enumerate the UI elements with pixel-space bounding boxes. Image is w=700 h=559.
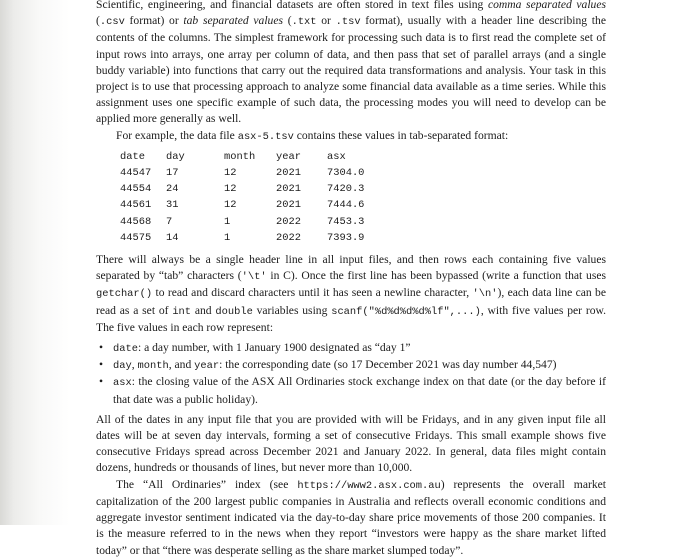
table-cell: 24 (166, 183, 179, 196)
table-cell: 7453.3 (327, 215, 365, 228)
table-cell: 44561 (120, 199, 152, 212)
table-cell: 2021 (276, 183, 301, 196)
table-cell: 44547 (120, 167, 152, 180)
code-txt-ext: .txt (291, 16, 317, 29)
table-header-cell: asx (327, 150, 346, 163)
table-cell: 2022 (276, 231, 301, 244)
code-scanf: scanf("%d%d%d%d%lf",...) (331, 305, 481, 318)
code-double: double (215, 305, 253, 318)
paragraph-example: For example, the data file asx-5.tsv contains these values in tab-separated format: (116, 128, 509, 143)
table-cell: 44575 (120, 231, 152, 244)
table-cell: 44554 (120, 183, 152, 196)
code-tsv-ext: .tsv (335, 16, 361, 29)
table-cell: 7393.9 (327, 231, 365, 244)
table-cell: 1 (224, 231, 231, 244)
code-date: date (113, 343, 138, 356)
table-header-cell: date (120, 150, 145, 163)
code-month: month (137, 360, 169, 373)
code-asx: asx (113, 377, 132, 390)
table-cell: 12 (224, 199, 237, 212)
paragraph-fridays: All of the dates in any input file that you are provided with will be Fridays, and in any given input file all dates will be at seven day intervals, forming a set of consecutive Fridays. This small example shows five consecutive Fridays spread across December 2021 and January 2022. In general, data files might contain dozens, hundreds or thousands of lines, but never more than 10,000. (96, 412, 606, 475)
code-newline-char: '\n' (472, 288, 498, 301)
table-row (120, 214, 387, 230)
emphasis-csv: comma separated values (487, 0, 606, 11)
code-year: year (194, 360, 220, 373)
table-cell: 2022 (276, 215, 301, 228)
table-row (120, 197, 387, 213)
table-cell: 7304.0 (327, 167, 365, 180)
table-header-cell: day (166, 150, 185, 163)
field-description-list (96, 340, 606, 408)
table-cell: 12 (224, 167, 237, 180)
code-asx-url: https://www2.asx.com.au (297, 479, 441, 492)
list-item: • asx: the closing value of the ASX All Ordinaries stock exchange index on that date (or the day before if that date was a public holiday). (96, 374, 606, 407)
table-cell: 17 (166, 167, 179, 180)
table-row (120, 230, 387, 246)
table-cell: 31 (166, 199, 179, 212)
document-body (96, 0, 606, 559)
table-cell: 14 (166, 231, 179, 244)
sample-data-table (120, 149, 387, 246)
code-tab-char: '\t' (241, 271, 267, 284)
table-cell: 7 (166, 215, 173, 228)
table-cell: 7444.6 (327, 199, 365, 212)
paragraph-all-ordinaries: The “All Ordinaries” index (see https://www2.asx.com.au) represents the overall market capitalization of the 200 largest public companies in Australia and reflects overall economic conditions and aggregate investor sentiment indicated via the day-to-day share price movements of those 200 companies. It is the measure referred to in the news when they report “investors were happy as the share market lifted today” or that “there was desperate selling as the share market slumped today”. (96, 477, 606, 557)
paragraph-format: There will always be a single header line in all input files, and then rows each containing five values separated by “tab” characters ('\t' in C). Once the first line has been bypassed (write a function that uses getchar() to read and discard characters until it has seen a newline character, '\n'), each data line can be read as a set of int and double variables using scanf("%d%d%d%d%lf",...), with five values per row. The five values in each row represent: (96, 253, 607, 334)
code-day: day (113, 360, 132, 373)
table-header-cell: month (224, 150, 256, 163)
table-row (120, 165, 387, 181)
table-cell: 12 (224, 183, 237, 196)
table-header-cell: year (276, 150, 301, 163)
table-cell: 7420.3 (327, 183, 365, 196)
emphasis-tsv: tab separated values (183, 14, 283, 28)
table-cell: 2021 (276, 199, 301, 212)
code-filename: asx-5.tsv (237, 130, 294, 143)
table-cell: 44568 (120, 215, 152, 228)
table-cell: 2021 (276, 167, 301, 180)
table-cell: 1 (224, 215, 231, 228)
code-csv-ext: .csv (99, 16, 125, 29)
code-getchar: getchar() (96, 288, 153, 301)
table-row (120, 181, 387, 197)
list-item: • day, month, and year: the corresponding date (so 17 December 2021 was day number 44,547) (96, 357, 606, 374)
paragraph-intro: Scientific, engineering, and financial datasets are often stored in text files using comma separated values (.csv format) or tab separated values (.txt or .tsv format), usually with a header line describing the contents of the columns. The simplest framework for processing such data is to first read the complete set of input rows into arrays, one array per column of data, and then pass that set of parallel arrays (and a single buddy variable) into functions that carry out the required data transformations and analysis. Your task in this project is to use that processing approach to analyze some financial data available as a time series. While this assignment uses one specific example of such data, the processing modes you will need to develop can be applied more generally as well. (96, 0, 606, 126)
code-int: int (172, 305, 192, 318)
list-item: • date: a day number, with 1 January 1900 designated as “day 1” (96, 340, 606, 357)
table-header-row (120, 149, 387, 165)
